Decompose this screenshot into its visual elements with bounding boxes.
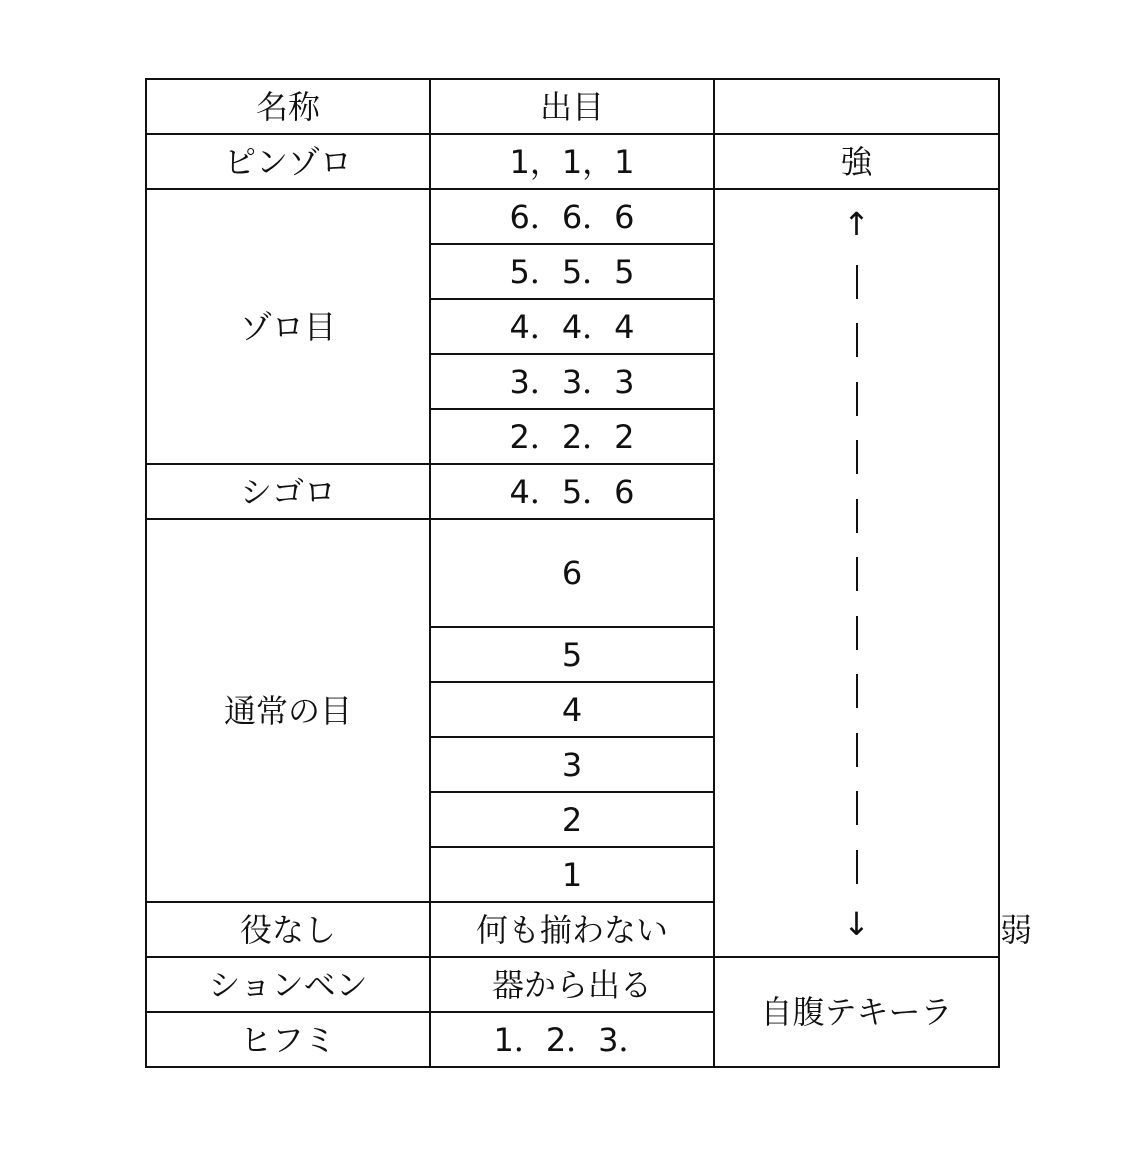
- normal-roll: 3: [430, 737, 714, 792]
- scale-dash: [856, 265, 858, 299]
- header-row: [146, 79, 999, 134]
- shigoro-roll: 4．5．6: [430, 464, 714, 519]
- pinzoro-roll: 1，1，1: [430, 134, 714, 189]
- zorome-name: ゾロ目: [146, 189, 430, 464]
- scale-dash: [856, 440, 858, 474]
- zorome-roll: 5．5．5: [430, 244, 714, 299]
- strong-label: 強: [714, 134, 999, 189]
- scale-dash: [856, 557, 858, 591]
- table-row: [146, 189, 999, 244]
- scale-dash: [856, 850, 858, 884]
- zorome-roll: 2．2．2: [430, 409, 714, 464]
- hifumi-roll: 1．2．3．: [430, 1012, 714, 1067]
- scale-dash: [856, 616, 858, 650]
- hifumi-name: ヒフミ: [146, 1012, 430, 1067]
- header-name: 名称: [146, 79, 430, 134]
- scale-dash: [856, 733, 858, 767]
- normal-roll: 5: [430, 627, 714, 682]
- scale-dash: [856, 674, 858, 708]
- table-row: [146, 134, 999, 189]
- pinzoro-name: ピンゾロ: [146, 134, 430, 189]
- normal-roll: 2: [430, 792, 714, 847]
- strength-scale: [714, 189, 999, 957]
- shonben-roll: 器から出る: [430, 957, 714, 1012]
- normal-roll: 4: [430, 682, 714, 737]
- scale-dash: [856, 499, 858, 533]
- scale-dash: [856, 382, 858, 416]
- zorome-roll: 6．6．6: [430, 189, 714, 244]
- shigoro-name: シゴロ: [146, 464, 430, 519]
- normal-name: 通常の目: [146, 519, 430, 902]
- yakunashi-name: 役なし: [146, 902, 430, 957]
- shonben-name: ションベン: [146, 957, 430, 1012]
- table-row: [146, 957, 999, 1012]
- dice-ranking-table: [145, 78, 1033, 1068]
- table-row: 役なし 何も揃わない 弱: [146, 902, 999, 957]
- yakunashi-roll: 何も揃わない: [430, 902, 714, 957]
- scale-dash: [856, 323, 858, 357]
- scale-dash: [856, 791, 858, 825]
- normal-roll: 1: [430, 847, 714, 902]
- arrow-down-icon: ↓: [843, 905, 870, 943]
- penalty-label: 自腹テキーラ: [714, 957, 999, 1067]
- arrow-up-icon: ↑: [843, 205, 870, 243]
- header-roll: 出目: [430, 79, 714, 134]
- zorome-roll: 4．4．4: [430, 299, 714, 354]
- header-rank: [714, 79, 999, 134]
- zorome-roll: 3．3．3: [430, 354, 714, 409]
- normal-roll: 6: [430, 519, 714, 627]
